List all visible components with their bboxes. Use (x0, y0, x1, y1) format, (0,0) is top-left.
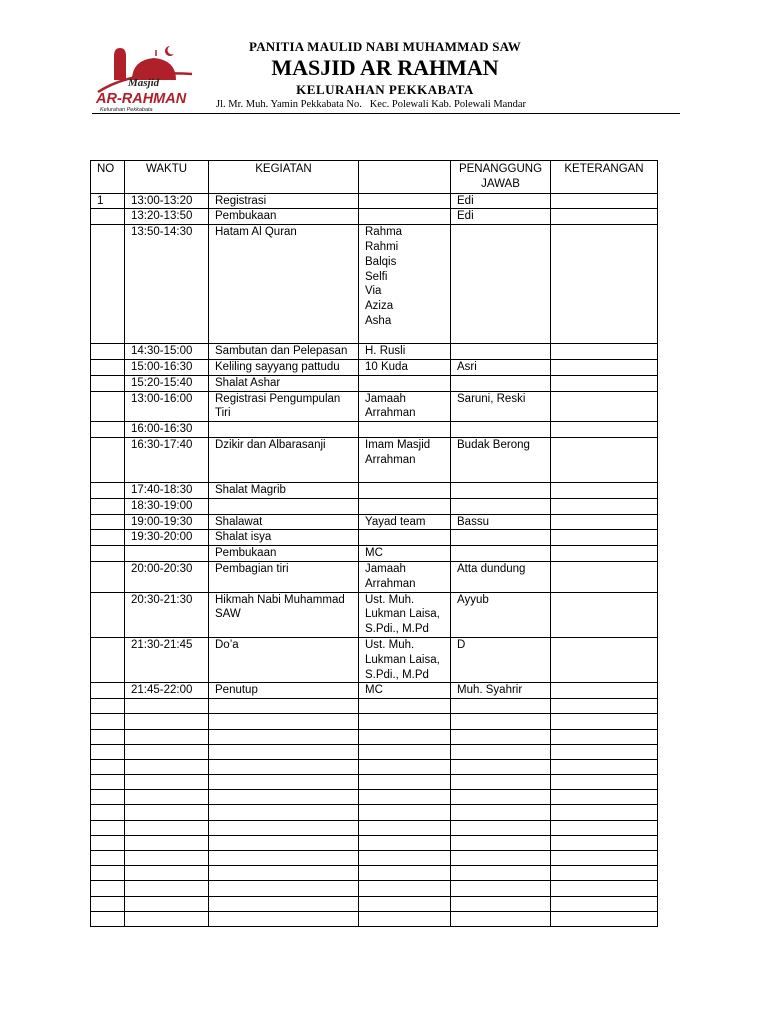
row-pj: Budak Berong (451, 437, 551, 482)
blank-cell (451, 820, 551, 835)
blank-cell (209, 851, 359, 866)
blank-cell (125, 775, 209, 790)
blank-cell (359, 851, 451, 866)
row-person: Jamaah Arrahman (359, 391, 451, 422)
blank-cell (359, 790, 451, 805)
row-activity: Pembagian tiri (209, 561, 359, 592)
blank-cell (451, 744, 551, 759)
row-time: 13:50-14:30 (125, 225, 209, 344)
blank-cell (451, 775, 551, 790)
blank-row (91, 866, 658, 881)
blank-cell (551, 881, 658, 896)
row-note (551, 422, 658, 438)
blank-row (91, 835, 658, 850)
row-time: 14:30-15:00 (125, 344, 209, 360)
row-activity: Shalat isya (209, 530, 359, 546)
blank-cell (451, 851, 551, 866)
blank-cell (359, 881, 451, 896)
logo-script-text: Masjid (128, 77, 160, 89)
row-time: 19:00-19:30 (125, 514, 209, 530)
row-person: MC (359, 546, 451, 562)
row-pj: Edi (451, 193, 551, 209)
blank-cell (359, 744, 451, 759)
row-note (551, 530, 658, 546)
blank-cell (91, 714, 125, 729)
row-note (551, 375, 658, 391)
blank-cell (125, 714, 209, 729)
blank-row (91, 714, 658, 729)
blank-cell (91, 896, 125, 911)
row-pj (451, 482, 551, 498)
row-pj (451, 225, 551, 344)
row-time: 18:30-19:00 (125, 498, 209, 514)
blank-cell (125, 835, 209, 850)
event-schedule-table (90, 160, 658, 927)
blank-row (91, 851, 658, 866)
row-activity: Hatam Al Quran (209, 225, 359, 344)
row-pj: Bassu (451, 514, 551, 530)
row-note (551, 683, 658, 699)
table-row (91, 637, 658, 682)
blank-cell (91, 790, 125, 805)
blank-cell (209, 820, 359, 835)
row-note (551, 514, 658, 530)
row-no (91, 561, 125, 592)
blank-cell (209, 759, 359, 774)
blank-row (91, 729, 658, 744)
row-pj (451, 422, 551, 438)
row-no (91, 422, 125, 438)
blank-cell (125, 866, 209, 881)
blank-cell (91, 835, 125, 850)
blank-cell (551, 699, 658, 714)
table-row (91, 422, 658, 438)
row-pj (451, 498, 551, 514)
blank-cell (359, 911, 451, 926)
blank-cell (551, 835, 658, 850)
blank-row (91, 820, 658, 835)
district-title: KELURAHAN PEKKABATA (296, 82, 474, 97)
table-row (91, 530, 658, 546)
blank-cell (451, 699, 551, 714)
blank-cell (451, 729, 551, 744)
blank-cell (209, 866, 359, 881)
logo-sub-text: Kelurahan Pekkabata (100, 107, 153, 113)
blank-cell (359, 835, 451, 850)
row-pj: Ayyub (451, 592, 551, 637)
row-no (91, 546, 125, 562)
row-person (359, 530, 451, 546)
row-person: H. Rusli (359, 344, 451, 360)
row-pj (451, 344, 551, 360)
blank-cell (551, 790, 658, 805)
row-time: 13:00-13:20 (125, 193, 209, 209)
row-time: 15:20-15:40 (125, 375, 209, 391)
row-person (359, 209, 451, 225)
blank-cell (91, 866, 125, 881)
blank-cell (91, 729, 125, 744)
row-no (91, 683, 125, 699)
row-activity: Penutup (209, 683, 359, 699)
row-time: 21:30-21:45 (125, 637, 209, 682)
row-no (91, 344, 125, 360)
table-row (91, 498, 658, 514)
blank-row (91, 805, 658, 820)
blank-cell (209, 744, 359, 759)
row-time: 13:00-16:00 (125, 391, 209, 422)
row-person: Yayad team (359, 514, 451, 530)
row-time: 21:45-22:00 (125, 683, 209, 699)
row-activity: Pembukaan (209, 546, 359, 562)
header-kegiatan: KEGIATAN (209, 161, 359, 194)
blank-cell (209, 729, 359, 744)
blank-cell (125, 759, 209, 774)
blank-cell (451, 805, 551, 820)
row-time: 16:30-17:40 (125, 437, 209, 482)
row-no (91, 530, 125, 546)
blank-cell (125, 820, 209, 835)
blank-cell (451, 835, 551, 850)
row-time: 20:00-20:30 (125, 561, 209, 592)
row-person: Jamaah Arrahman (359, 561, 451, 592)
row-no (91, 437, 125, 482)
row-no (91, 482, 125, 498)
row-activity: Registrasi Pengumpulan Tiri (209, 391, 359, 422)
blank-row (91, 759, 658, 774)
table-row (91, 546, 658, 562)
row-note (551, 498, 658, 514)
row-activity: Sambutan dan Pelepasan (209, 344, 359, 360)
blank-cell (551, 729, 658, 744)
blank-cell (451, 911, 551, 926)
row-note (551, 225, 658, 344)
blank-cell (91, 805, 125, 820)
row-no (91, 637, 125, 682)
table-row (91, 391, 658, 422)
table-row (91, 482, 658, 498)
row-time: 15:00-16:30 (125, 359, 209, 375)
row-pj: Muh. Syahrir (451, 683, 551, 699)
row-activity (209, 498, 359, 514)
row-activity (209, 422, 359, 438)
blank-cell (125, 729, 209, 744)
header-waktu: WAKTU (125, 161, 209, 194)
blank-cell (209, 911, 359, 926)
blank-cell (359, 896, 451, 911)
row-person (359, 375, 451, 391)
crescent-moon-icon (165, 46, 174, 56)
header-person (359, 161, 451, 194)
row-pj (451, 546, 551, 562)
row-pj: Atta dundung (451, 561, 551, 592)
blank-row (91, 896, 658, 911)
row-person: 10 Kuda (359, 359, 451, 375)
header-divider (92, 113, 680, 114)
blank-cell (91, 759, 125, 774)
row-note (551, 359, 658, 375)
row-time: 17:40-18:30 (125, 482, 209, 498)
row-no (91, 498, 125, 514)
row-activity: Dzikir dan Albarasanji (209, 437, 359, 482)
blank-cell (551, 759, 658, 774)
blank-cell (125, 851, 209, 866)
row-no: 1 (91, 193, 125, 209)
blank-cell (125, 744, 209, 759)
header-no: NO (91, 161, 125, 194)
blank-cell (209, 775, 359, 790)
row-activity: Shalawat (209, 514, 359, 530)
blank-cell (209, 699, 359, 714)
row-person: MC (359, 683, 451, 699)
table-row (91, 683, 658, 699)
blank-cell (91, 881, 125, 896)
row-note (551, 209, 658, 225)
row-person: Ust. Muh. Lukman Laisa, S.Pdi., M.Pd (359, 637, 451, 682)
row-no (91, 592, 125, 637)
table-header-row (91, 161, 658, 194)
blank-cell (359, 775, 451, 790)
row-note (551, 391, 658, 422)
blank-cell (359, 866, 451, 881)
row-activity: Shalat Magrib (209, 482, 359, 498)
mosque-title: MASJID AR RAHMAN (271, 55, 499, 80)
blank-cell (209, 790, 359, 805)
table-row (91, 592, 658, 637)
blank-cell (551, 805, 658, 820)
blank-cell (125, 911, 209, 926)
blank-cell (209, 714, 359, 729)
blank-cell (209, 881, 359, 896)
blank-cell (551, 896, 658, 911)
table-row (91, 375, 658, 391)
blank-row (91, 775, 658, 790)
row-note (551, 482, 658, 498)
blank-cell (359, 759, 451, 774)
row-time: 13:20-13:50 (125, 209, 209, 225)
blank-cell (209, 805, 359, 820)
row-pj: Asri (451, 359, 551, 375)
row-no (91, 225, 125, 344)
blank-cell (91, 820, 125, 835)
blank-cell (125, 896, 209, 911)
logo-main-text: AR-RAHMAN (96, 91, 187, 107)
table-row (91, 193, 658, 209)
blank-row (91, 744, 658, 759)
row-person (359, 498, 451, 514)
row-person (359, 193, 451, 209)
row-pj: Saruni, Reski (451, 391, 551, 422)
row-activity: Pembukaan (209, 209, 359, 225)
blank-cell (551, 866, 658, 881)
row-note (551, 546, 658, 562)
blank-row (91, 699, 658, 714)
blank-cell (359, 714, 451, 729)
blank-cell (359, 820, 451, 835)
blank-cell (451, 759, 551, 774)
blank-cell (209, 896, 359, 911)
blank-cell (551, 714, 658, 729)
blank-cell (451, 866, 551, 881)
blank-cell (91, 851, 125, 866)
row-no (91, 375, 125, 391)
table-row (91, 209, 658, 225)
row-person: Ust. Muh. Lukman Laisa, S.Pdi., M.Pd (359, 592, 451, 637)
blank-cell (125, 790, 209, 805)
table-row (91, 561, 658, 592)
blank-cell (551, 851, 658, 866)
row-person (359, 422, 451, 438)
blank-cell (125, 805, 209, 820)
row-no (91, 359, 125, 375)
row-no (91, 514, 125, 530)
committee-title: PANITIA MAULID NABI MUHAMMAD SAW (249, 39, 521, 54)
masjid-ar-rahman-logo (92, 40, 204, 120)
table-row (91, 437, 658, 482)
blank-cell (91, 699, 125, 714)
blank-cell (551, 820, 658, 835)
blank-cell (451, 896, 551, 911)
row-time: 16:00-16:30 (125, 422, 209, 438)
row-no (91, 209, 125, 225)
blank-cell (451, 714, 551, 729)
row-no (91, 391, 125, 422)
blank-row (91, 790, 658, 805)
blank-row (91, 911, 658, 926)
row-activity: Registrasi (209, 193, 359, 209)
row-note (551, 344, 658, 360)
blank-cell (125, 699, 209, 714)
row-person (359, 482, 451, 498)
row-activity: Keliling sayyang pattudu (209, 359, 359, 375)
minaret-shape (114, 48, 126, 80)
row-pj: D (451, 637, 551, 682)
row-note (551, 437, 658, 482)
blank-cell (91, 744, 125, 759)
table-row (91, 359, 658, 375)
blank-cell (209, 835, 359, 850)
blank-cell (551, 775, 658, 790)
blank-cell (91, 775, 125, 790)
row-activity: Shalat Ashar (209, 375, 359, 391)
blank-row (91, 881, 658, 896)
row-pj (451, 375, 551, 391)
row-time: 19:30-20:00 (125, 530, 209, 546)
row-person: Rahma Rahmi Balqis Selfi Via Aziza Asha (359, 225, 451, 344)
table-row (91, 344, 658, 360)
blank-cell (359, 699, 451, 714)
row-note (551, 193, 658, 209)
row-pj: Edi (451, 209, 551, 225)
address-line: Jl. Mr. Muh. Yamin Pekkabata No. Kec. Polewali Kab. Polewali Mandar (216, 99, 527, 110)
blank-cell (551, 744, 658, 759)
blank-cell (451, 881, 551, 896)
blank-cell (451, 790, 551, 805)
blank-cell (551, 911, 658, 926)
blank-cell (91, 911, 125, 926)
row-pj (451, 530, 551, 546)
row-time (125, 546, 209, 562)
blank-cell (125, 881, 209, 896)
row-note (551, 637, 658, 682)
table-row (91, 514, 658, 530)
blank-cell (359, 729, 451, 744)
row-time: 20:30-21:30 (125, 592, 209, 637)
row-note (551, 561, 658, 592)
row-activity: Hikmah Nabi Muhammad SAW (209, 592, 359, 637)
row-person: Imam Masjid Arrahman (359, 437, 451, 482)
header-keterangan: KETERANGAN (551, 161, 658, 194)
row-note (551, 592, 658, 637)
blank-cell (359, 805, 451, 820)
header-penanggung-jawab: PENANGGUNG JAWAB (451, 161, 551, 194)
table-row (91, 225, 658, 344)
row-activity: Do’a (209, 637, 359, 682)
